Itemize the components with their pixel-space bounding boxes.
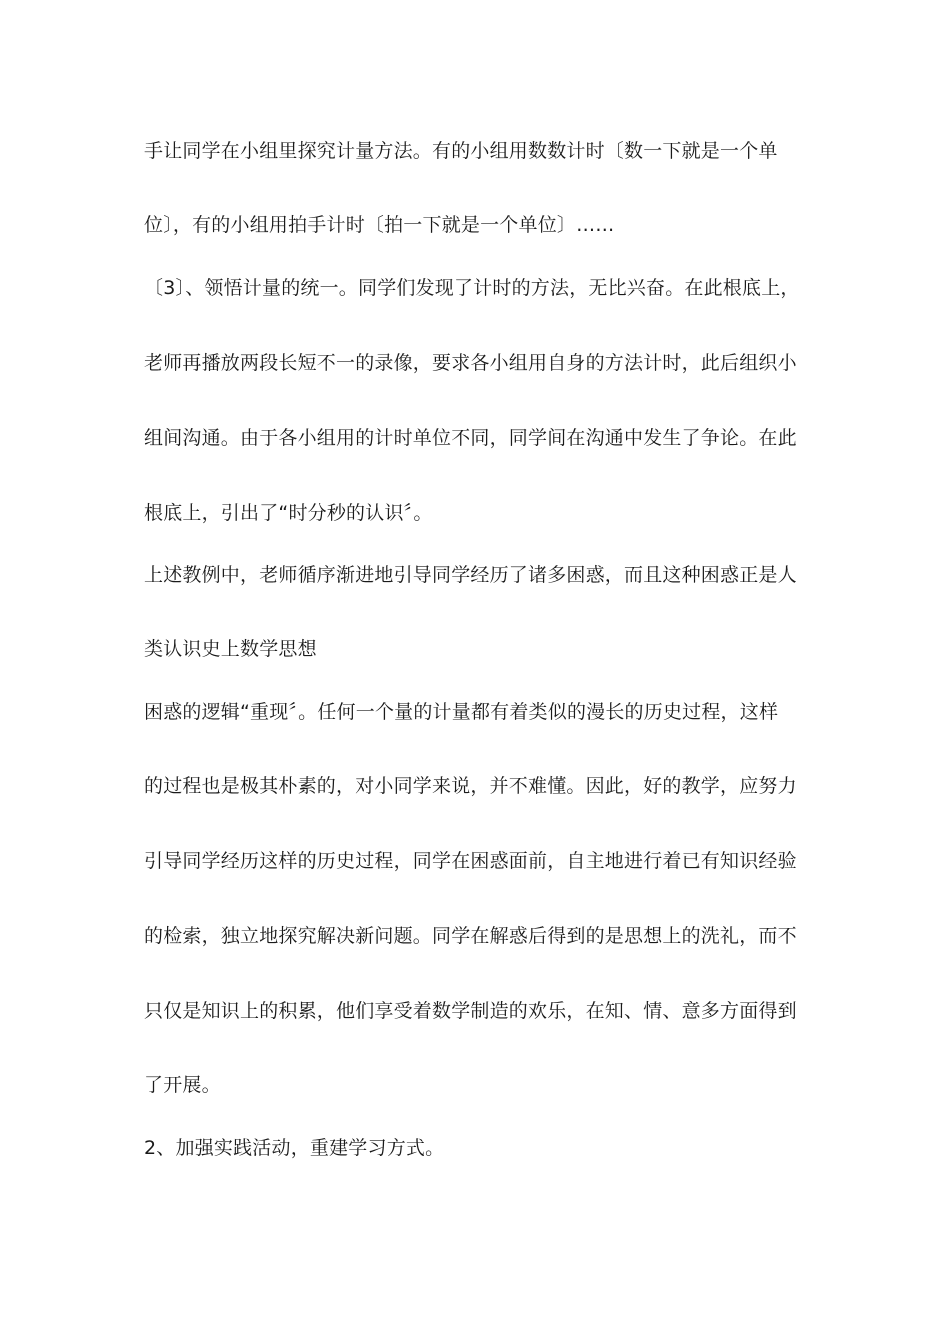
text-line: 困惑的逻辑“重现〞。任何一个量的计量都有着类似的漫长的历史过程，这样 <box>144 701 779 723</box>
text-line: 的检索，独立地探究解决新问题。同学在解惑后得到的是思想上的洗礼，而不 <box>144 925 797 947</box>
text-line: 引导同学经历这样的历史过程，同学在困惑面前，自主地进行着已有知识经验 <box>144 850 797 872</box>
text-line: 上述教例中，老师循序渐进地引导同学经历了诸多困惑，而且这种困惑正是人 <box>144 564 797 586</box>
text-line: 类认识史上数学思想 <box>144 638 317 660</box>
text-line: 的过程也是极其朴素的，对小同学来说，并不难懂。因此，好的教学，应努力 <box>144 775 797 797</box>
text-line: 老师再播放两段长短不一的录像，要求各小组用自身的方法计时，此后组织小 <box>144 352 797 374</box>
text-line: 〔3〕、领悟计量的统一。同学们发现了计时的方法，无比兴奋。在此根底上， <box>144 277 800 299</box>
text-line: 只仅是知识上的积累，他们享受着数学制造的欢乐，在知、情、意多方面得到 <box>144 1000 797 1022</box>
text-line: 手让同学在小组里探究计量方法。有的小组用数数计时〔数一下就是一个单 <box>144 140 778 162</box>
text-line: 组间沟通。由于各小组用的计时单位不同，同学间在沟通中发生了争论。在此 <box>144 427 797 449</box>
text-line: 根底上，引出了“时分秒的认识〞。 <box>144 502 433 524</box>
text-line: 位〕，有的小组用拍手计时〔拍一下就是一个单位〕…… <box>144 214 615 236</box>
text-line: 了开展。 <box>144 1074 221 1096</box>
section-heading: 2、加强实践活动，重建学习方式。 <box>144 1137 445 1159</box>
